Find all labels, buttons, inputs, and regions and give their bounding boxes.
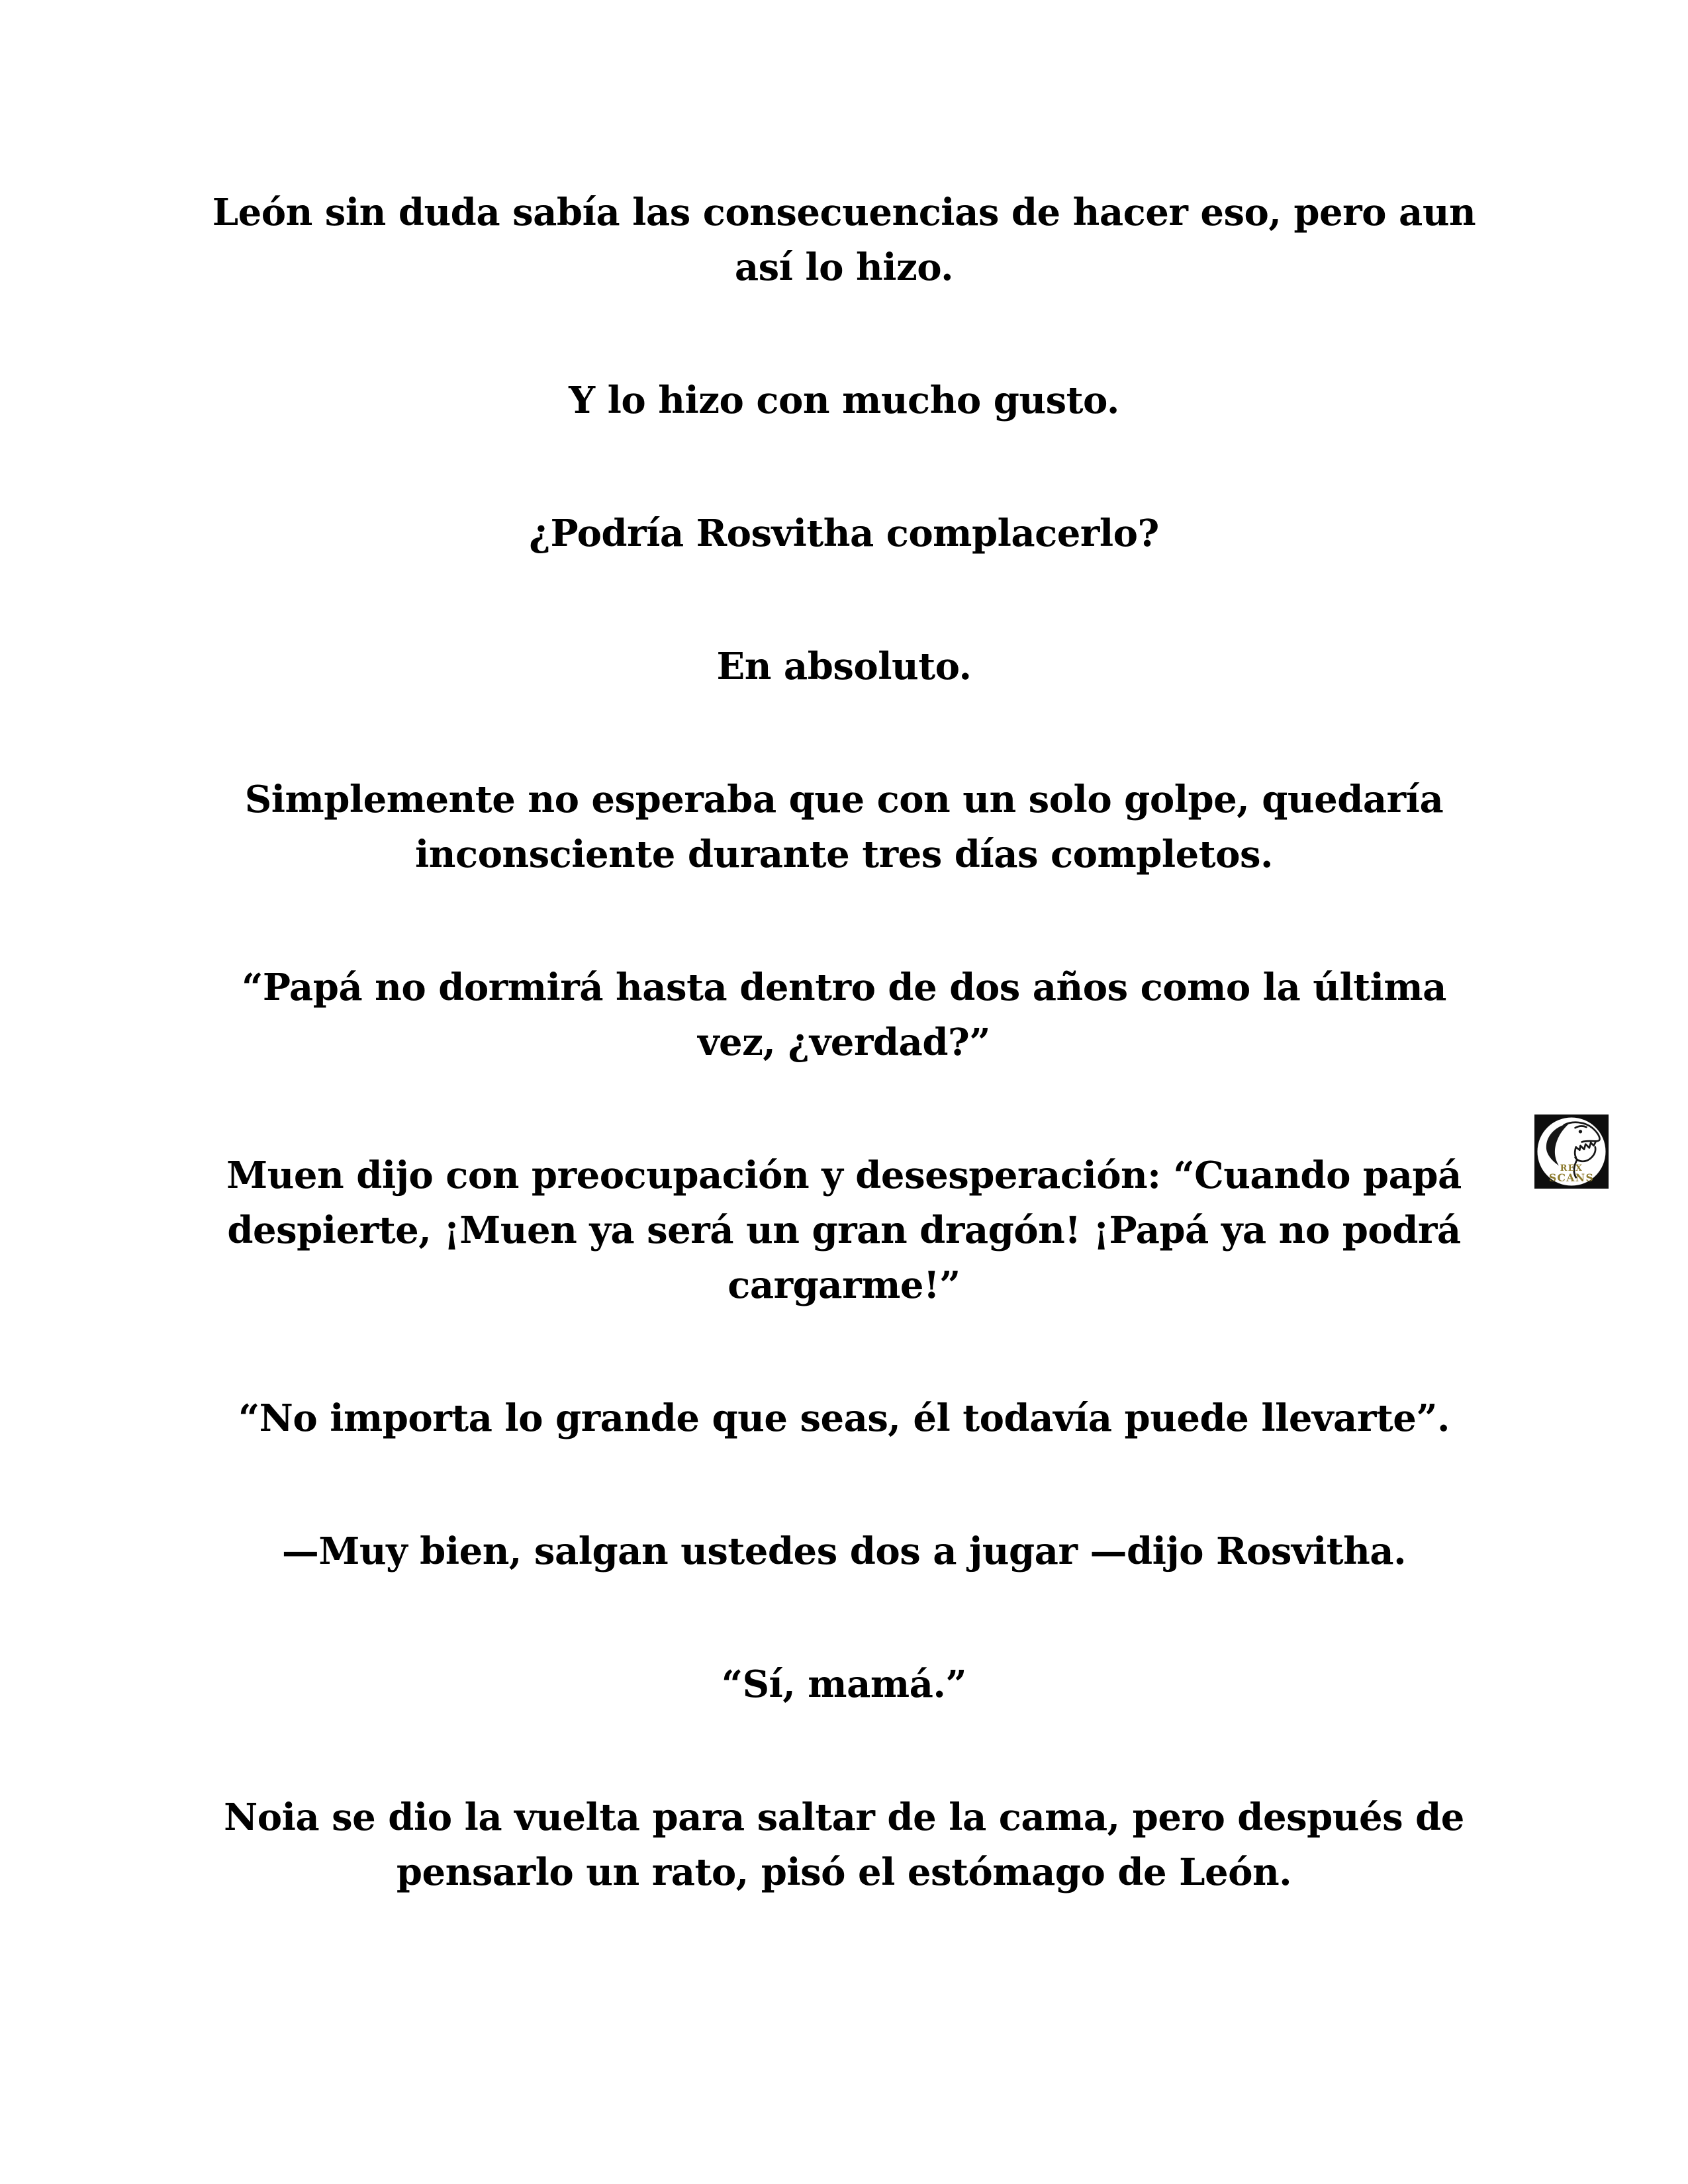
paragraph-10 <box>0 1657 1688 1712</box>
paragraph-9 <box>0 1524 1688 1579</box>
text-line: “Papá no dormirá hasta dentro de dos años como la última <box>242 966 1446 1009</box>
text-line: Y lo hizo con mucho gusto. <box>569 379 1119 422</box>
text-line: así lo hizo. <box>734 246 954 289</box>
paragraph-3 <box>0 506 1688 561</box>
paragraph-1 <box>0 185 1688 295</box>
text-line: —Muy bien, salgan ustedes dos a jugar —dijo Rosvitha. <box>281 1529 1407 1573</box>
text-line: León sin duda sabía las consecuencias de hacer eso, pero aun <box>212 191 1476 234</box>
text-line: inconsciente durante tres días completos. <box>414 833 1274 876</box>
text-line: cargarme!” <box>727 1263 961 1307</box>
text-line: despierte, ¡Muen ya será un gran dragón! ¡Papá ya no podrá <box>227 1208 1461 1252</box>
text-line: “No importa lo grande que seas, él todavía puede llevarte”. <box>238 1396 1450 1440</box>
text-line: En absoluto. <box>716 645 972 688</box>
text-line: vez, ¿verdad?” <box>697 1021 991 1064</box>
paragraph-11 <box>0 1790 1688 1900</box>
paragraph-2 <box>0 373 1688 428</box>
paragraph-6 <box>0 960 1688 1070</box>
text-line: “Sí, mamá.” <box>721 1662 967 1706</box>
paragraph-7 <box>0 1148 1688 1313</box>
rex-scans-logo <box>1534 1115 1609 1189</box>
paragraph-4 <box>0 639 1688 694</box>
paragraph-5 <box>0 772 1688 882</box>
logo-text-rex: REX <box>1560 1163 1583 1174</box>
text-line: Simplemente no esperaba que con un solo golpe, quedaría <box>244 778 1444 821</box>
story-text <box>0 185 1688 1978</box>
text-line: pensarlo un rato, pisó el estómago de León. <box>396 1850 1292 1894</box>
text-line: Noia se dio la vuelta para saltar de la cama, pero después de <box>224 1796 1464 1839</box>
text-line: Muen dijo con preocupación y desesperación: “Cuando papá <box>226 1154 1462 1197</box>
text-line: ¿Podría Rosvitha complacerlo? <box>529 512 1159 555</box>
paragraph-8 <box>0 1391 1688 1446</box>
logo-text-scans: SCANS <box>1548 1171 1595 1184</box>
